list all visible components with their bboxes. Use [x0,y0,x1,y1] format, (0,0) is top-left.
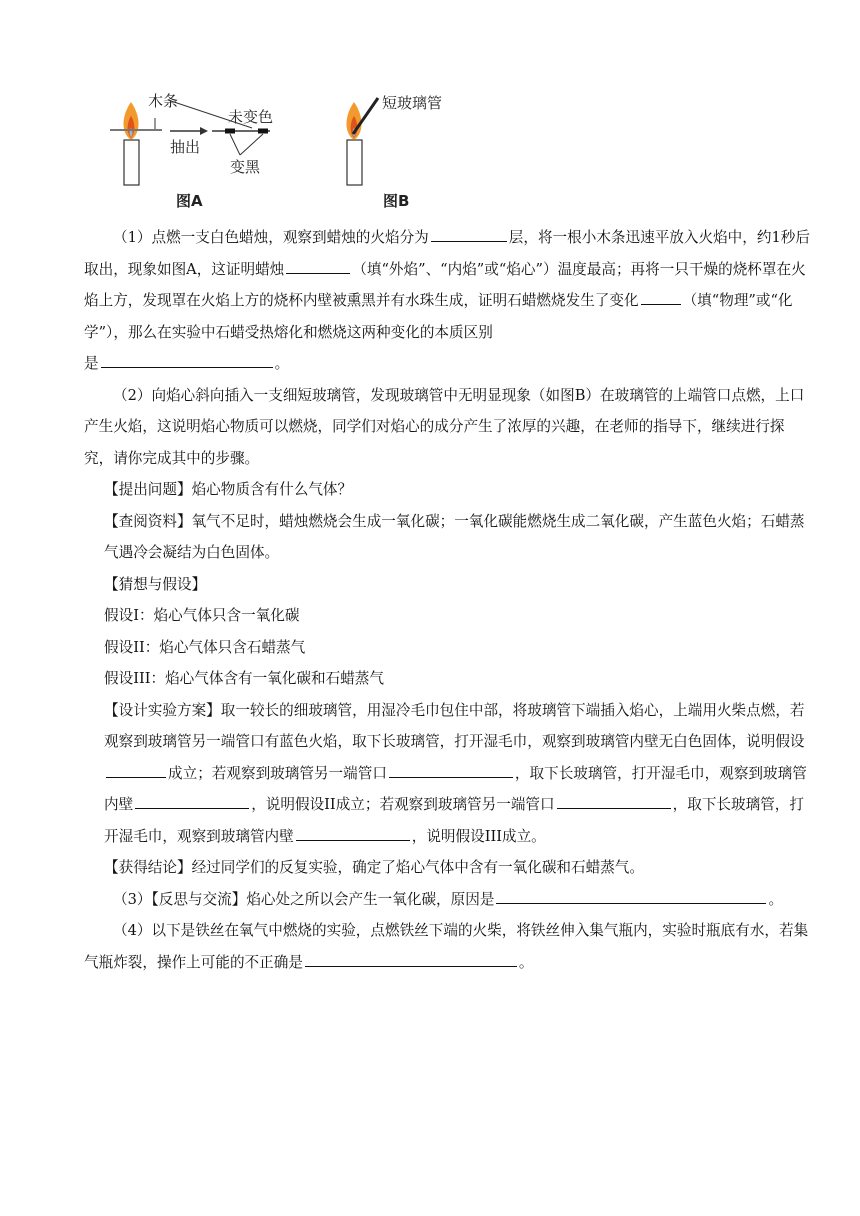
section-text: 氧气不足时，蜡烛燃烧会生成一氧化碳；一氧化碳能燃烧生成二氧化碳，产生蓝色火焰；石蜡蒸气遇冷会凝结为白色固体。 [104,512,805,561]
design-text-6: ，说明假设III成立。 [411,827,546,845]
answer-blank[interactable] [641,286,681,305]
hypothesis-2: 假设II：焰心气体只含石蜡蒸气 [104,638,306,656]
candle-b-icon [346,102,362,185]
take-out-label: 抽出 [170,138,201,156]
section-tag: 【获得结论】 [104,859,192,876]
hypothesis-3: 假设III：焰心气体含有一氧化碳和石蜡蒸气 [104,670,384,687]
answer-blank[interactable] [305,948,517,967]
tube-label: 短玻璃管 [382,94,443,112]
design-text-4: ，说明假设II成立；若观察到玻璃管另一端管口 [251,796,555,813]
conclusion [84,852,810,884]
question-body [84,222,810,978]
q1-text-1: （1）点燃一支白色蜡烛，观察到蜡烛的火焰分为 [113,229,429,246]
answer-blank[interactable] [296,822,410,841]
question-1-cont [84,348,810,380]
section-tag: 【设计实验方案】 [104,701,221,719]
figure-a-caption: 图A [176,192,203,210]
design-text-1: 取一较长的细玻璃管，用湿冷毛巾包住中部，将玻璃管下端插入焰心，上端用火柴点燃，若观察到玻璃管另一端管口有蓝色火焰，取下长玻璃管，打开湿毛巾，观察到玻璃管内壁无白色固体，说明假设 [104,701,805,750]
q1-text-4: （填“物理”或“化学”），那么在实验中石蜡受热熔化和燃烧这两种变化的本质区别 [84,292,793,341]
answer-blank[interactable] [101,349,273,368]
answer-blank[interactable] [135,790,249,809]
q3-text-1: （3）【反思与交流】焰心处之所以会产生一氧化碳，原因是 [113,890,495,908]
question-1 [84,222,810,348]
reference-material [84,506,810,569]
q3-text-2: 。 [768,890,784,908]
candle-a-icon [123,102,139,185]
q1-text-3: （填“外焰”、“内焰”或“焰心”）温度最高；再将一只干燥的烧杯罩在火焰上方，发现罩在火焰上方的烧杯内壁被熏黑并有水珠生成，证明石蜡燃烧发生了变化 [84,260,806,309]
answer-blank[interactable] [389,759,513,778]
unchanged-label: 未变色 [228,108,274,126]
propose-question [84,474,810,506]
section-tag: 【提出问题】 [104,481,192,498]
design-text-5: ，取下长玻璃管，打开湿毛巾，观察到玻璃管内壁 [104,796,804,845]
arrow-right-icon [170,127,208,135]
answer-blank[interactable] [496,885,766,904]
q1-text-2: 层，将一根小木条迅速平放入火焰中，约1秒后取出，现象如图A，这证明蜡烛 [84,229,810,278]
question-4 [84,915,810,978]
answer-blank[interactable] [431,223,507,242]
section-text: 经过同学们的反复实验，确定了焰心气体中含有一氧化碳和石蜡蒸气。 [191,859,644,876]
wood-label: 木条 [148,92,179,110]
answer-blank[interactable] [286,255,350,274]
q1-text-5: 是 [84,355,99,372]
hypothesis-1: 假设I：焰心气体只含一氧化碳 [104,607,300,624]
design-text-2: 成立；若观察到玻璃管另一端管口 [168,764,387,782]
answer-blank[interactable] [106,759,166,778]
answer-blank[interactable] [557,790,671,809]
section-text: 焰心物质含有什么气体？ [191,481,353,498]
experiment-figures [100,90,480,215]
hypothesis-heading: 【猜想与假设】 [104,575,207,593]
q1-text-6: 。 [274,355,290,372]
experiment-design [84,695,810,853]
section-tag: 【查阅资料】 [104,512,192,530]
q4-text-1: （4）以下是铁丝在氧气中燃烧的实验，点燃铁丝下端的火柴，将铁丝伸入集气瓶内，实验时瓶底有水，若集气瓶炸裂，操作上可能的不正确是 [84,922,809,971]
question-2: （2）向焰心斜向插入一支细短玻璃管，发现玻璃管中无明显现象（如图B）在玻璃管的上端管口点燃，上口产生火焰，这说明焰心物质可以燃烧，同学们对焰心的成分产生了浓厚的兴趣，在老师的指导下，继续进行探究，请你完成其中的步骤。 [84,386,805,467]
figure-b-caption: 图B [383,192,410,210]
question-3 [84,884,810,916]
design-text-3: ，取下长玻璃管，打开湿毛巾，观察到玻璃管内壁 [104,764,807,813]
q4-text-2: 。 [518,953,534,971]
blackened-label: 变黑 [230,158,261,176]
